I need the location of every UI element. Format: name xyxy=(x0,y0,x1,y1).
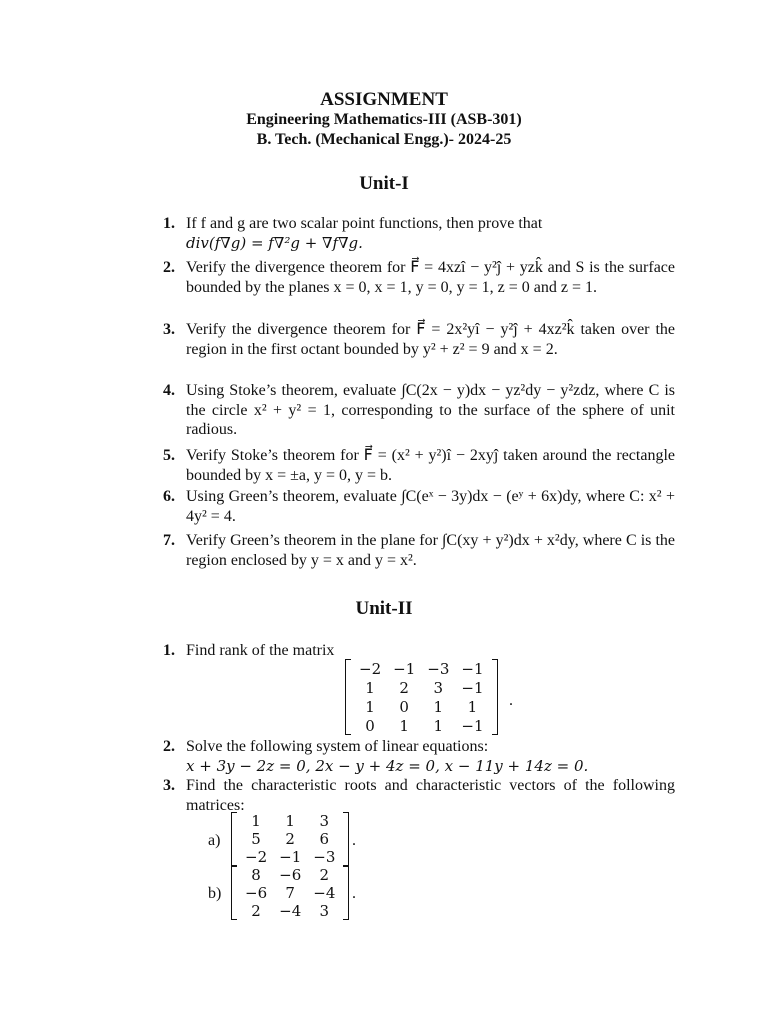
matrix-cell: 1 xyxy=(365,697,375,716)
question-text: Verify the divergence theorem for F⃗ = 4xzî − y²ĵ + yzk̂ and S is the surface bounded by the planes x = 0, x = 1, y = 0, y = 1, z = 0 and z = 1. xyxy=(186,259,675,296)
matrix-cell: 0 xyxy=(365,716,375,735)
matrix-cell: 2 xyxy=(319,866,330,884)
question-number: 1. xyxy=(163,642,175,659)
matrix-cell: 0 xyxy=(399,697,409,716)
question-text: If f and g are two scalar point functions, then prove that xyxy=(186,215,543,232)
matrix-cell: −1 xyxy=(461,678,484,697)
matrix-cell: 1 xyxy=(433,697,444,716)
question-text: Solve the following system of linear equations: xyxy=(186,738,489,755)
matrix-cell: −1 xyxy=(461,716,484,735)
matrix-period: . xyxy=(509,692,513,709)
course-title: Engineering Mathematics-III (ASB-301) xyxy=(246,111,522,128)
question-number: 2. xyxy=(163,738,175,755)
matrix-right-bracket xyxy=(492,659,498,735)
matrix-cell: −6 xyxy=(245,884,268,902)
matrix-period: . xyxy=(352,832,356,849)
question-formula: x + 3y − 2z = 0, 2x − y + 4z = 0, x − 11y + 14z = 0. xyxy=(186,756,589,775)
unit1-question-4 xyxy=(163,381,675,440)
matrix-b xyxy=(231,866,349,920)
question-text: Verify Green’s theorem in the plane for ∫C(xy + y²)dx + x²dy, where C is the region enclosed by y = x and y = x². xyxy=(186,532,675,569)
matrix-period: . xyxy=(352,885,356,902)
unit1-question-3 xyxy=(163,320,675,359)
question-text: Verify the divergence theorem for F⃗ = 2x²yî − y²ĵ + 4xz²k̂ taken over the region in the first octant bounded by y² + z² = 9 and x = 2. xyxy=(186,321,675,358)
matrix-right-bracket xyxy=(343,812,349,866)
matrix-cell: 2 xyxy=(285,830,295,848)
matrix-cell: −1 xyxy=(279,848,302,866)
matrix-cell: 1 xyxy=(365,678,375,697)
matrix-cell: 1 xyxy=(251,812,261,830)
question-text: Using Green’s theorem, evaluate ∫C(eˣ − 3y)dx − (eʸ + 6x)dy, where C: x² + 4y² = 4. xyxy=(186,488,675,525)
matrix-cell: −4 xyxy=(313,884,336,902)
matrix-cell: 5 xyxy=(251,830,261,848)
question-formula: div(f∇g) = f∇²g + ∇f∇g. xyxy=(186,233,363,252)
question-text: Find the characteristic roots and characteristic vectors of the following matrices: xyxy=(186,777,675,814)
rank-matrix xyxy=(345,659,498,735)
matrix-left-bracket xyxy=(231,812,237,866)
question-number: 1. xyxy=(163,215,175,232)
matrix-cell: −2 xyxy=(359,659,382,678)
matrix-cell: 7 xyxy=(285,884,295,902)
question-number: 3. xyxy=(163,777,175,794)
unit-2-heading: Unit-II xyxy=(355,598,413,619)
program-title: B. Tech. (Mechanical Engg.)- 2024-25 xyxy=(256,131,512,148)
matrix-cell: 1 xyxy=(399,716,409,735)
unit2-question-2 xyxy=(163,737,675,776)
unit2-question-1 xyxy=(163,641,675,661)
question-text: Find rank of the matrix xyxy=(186,642,335,659)
question-text: Using Stoke’s theorem, evaluate ∫C(2x − y)dx − yz²dy − y²zdz, where C is the circle x² + y² = 1, corresponding to the surface of the sphere of unit radious. xyxy=(186,382,675,439)
matrix-left-bracket xyxy=(231,866,237,920)
matrix-cell: −1 xyxy=(393,659,416,678)
matrix-cell: 8 xyxy=(251,866,261,884)
matrix-left-bracket xyxy=(345,659,351,735)
matrix-cell: 1 xyxy=(285,812,295,830)
matrix-cell: 3 xyxy=(319,902,330,920)
unit1-question-5 xyxy=(163,446,675,485)
part-b-label: b) xyxy=(208,885,222,902)
matrix-a xyxy=(231,812,349,866)
unit-1-heading: Unit-I xyxy=(359,173,409,194)
unit1-question-7 xyxy=(163,531,675,570)
matrix-cell: −4 xyxy=(279,902,302,920)
matrix-cell: 6 xyxy=(319,830,330,848)
document-title: ASSIGNMENT xyxy=(320,89,448,110)
unit1-question-6 xyxy=(163,487,675,526)
part-a-label: a) xyxy=(208,832,221,849)
matrix-cell: 3 xyxy=(319,812,330,830)
matrix-right-bracket xyxy=(343,866,349,920)
matrix-cell: 2 xyxy=(251,902,261,920)
unit1-question-1 xyxy=(163,214,675,253)
matrix-cell: 1 xyxy=(467,697,478,716)
matrix-cell: −2 xyxy=(245,848,268,866)
question-number: 7. xyxy=(163,532,175,549)
matrix-cell: −3 xyxy=(427,659,450,678)
matrix-cell: −3 xyxy=(313,848,336,866)
question-text: Verify Stoke’s theorem for F⃗ = (x² + y²)î − 2xyĵ taken around the rectangle bounded by x = ±a, y = 0, y = b. xyxy=(186,447,675,484)
question-number: 2. xyxy=(163,259,175,276)
question-number: 3. xyxy=(163,321,175,338)
matrix-cell: −1 xyxy=(461,659,484,678)
unit1-question-2 xyxy=(163,258,675,297)
matrix-cell: 2 xyxy=(399,678,409,697)
matrix-cell: 1 xyxy=(433,716,444,735)
question-number: 6. xyxy=(163,488,175,505)
matrix-cell: 3 xyxy=(433,678,444,697)
question-number: 5. xyxy=(163,447,175,464)
unit2-question-3 xyxy=(163,776,675,815)
matrix-cell: −6 xyxy=(279,866,302,884)
question-number: 4. xyxy=(163,382,175,399)
